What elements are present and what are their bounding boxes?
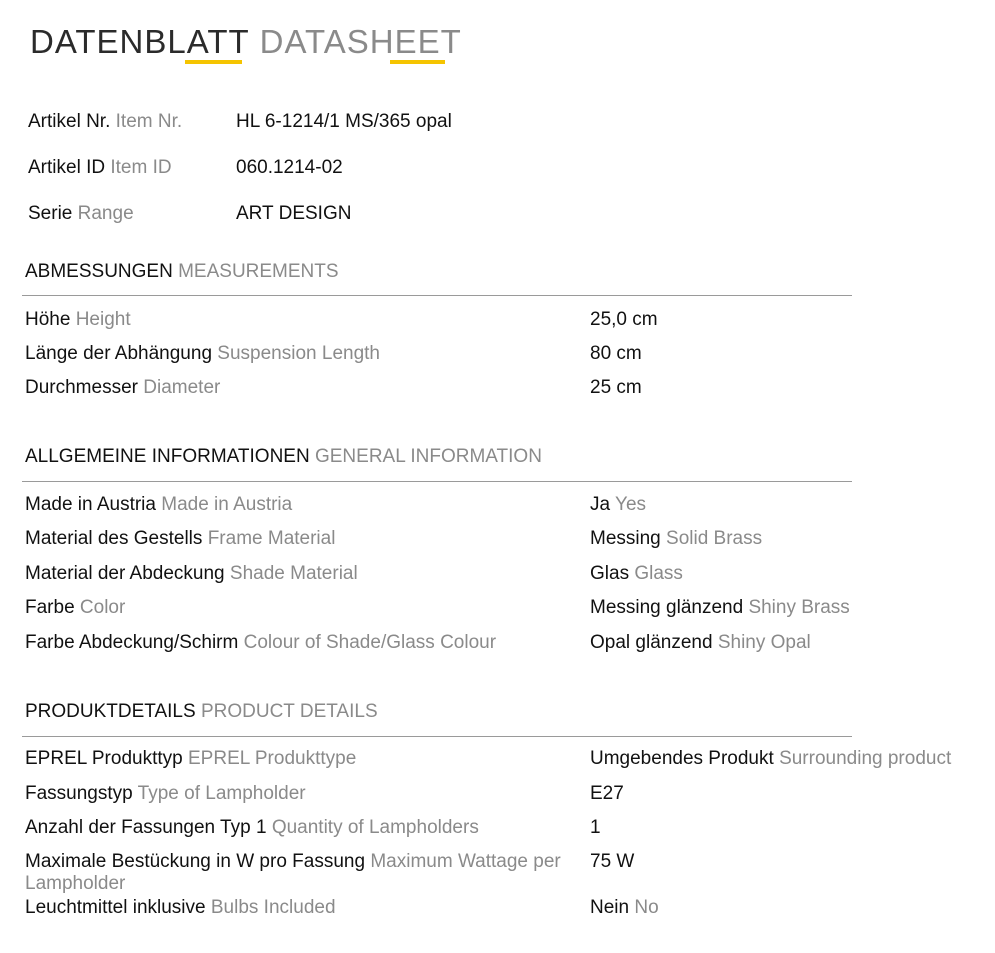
spec-label: EPREL Produkttyp EPREL Produkttype: [25, 748, 357, 769]
spec-label: Farbe Color: [25, 597, 126, 618]
section-title-measurements: ABMESSUNGEN MEASUREMENTS: [25, 261, 339, 282]
spec-label: Höhe Height: [25, 309, 131, 330]
title-english: DATASHEET: [259, 23, 462, 60]
spec-label: Anzahl der Fassungen Typ 1 Quantity of Lampholders: [25, 817, 479, 838]
spec-value: 75 W: [590, 851, 635, 872]
item-id-value: 060.1214-02: [236, 157, 343, 178]
spec-label: Material des Gestells Frame Material: [25, 528, 336, 549]
section-divider: [22, 736, 852, 737]
spec-label: Durchmesser Diameter: [25, 377, 221, 398]
spec-value: Umgebendes Produkt Surrounding product: [590, 748, 952, 769]
title-underline-accent: [390, 60, 445, 64]
spec-value: 25 cm: [590, 377, 642, 398]
document-title: [30, 22, 462, 62]
section-divider: [22, 295, 852, 296]
spec-value: 80 cm: [590, 343, 642, 364]
spec-label: Leuchtmittel inklusive Bulbs Included: [25, 897, 336, 918]
spec-value: Messing Solid Brass: [590, 528, 763, 549]
spec-label: Maximale Bestückung in W pro Fassung Maximum Wattage per Lampholder: [25, 851, 561, 894]
spec-value: Ja Yes: [590, 494, 647, 515]
title-underline-accent: [185, 60, 242, 64]
spec-value: E27: [590, 783, 624, 804]
section-title-general-information: ALLGEMEINE INFORMATIONEN GENERAL INFORMATION: [25, 446, 542, 467]
range-label: Serie Range: [28, 203, 134, 224]
spec-label: Material der Abdeckung Shade Material: [25, 563, 358, 584]
spec-label: Fassungstyp Type of Lampholder: [25, 783, 306, 804]
spec-label: Made in Austria Made in Austria: [25, 494, 293, 515]
spec-value: 25,0 cm: [590, 309, 658, 330]
spec-value: Glas Glass: [590, 563, 683, 584]
spec-value: Opal glänzend Shiny Opal: [590, 632, 811, 653]
item-number-label: Artikel Nr. Item Nr.: [28, 111, 183, 132]
section-divider: [22, 481, 852, 482]
spec-value: 1: [590, 817, 601, 838]
spec-value: Nein No: [590, 897, 659, 918]
spec-label: Farbe Abdeckung/Schirm Colour of Shade/Glass Colour: [25, 632, 497, 653]
title-german: DATENBLATT: [30, 23, 250, 60]
item-id-label: Artikel ID Item ID: [28, 157, 172, 178]
item-number-value: HL 6-1214/1 MS/365 opal: [236, 111, 452, 132]
section-title-product-details: PRODUKTDETAILS PRODUCT DETAILS: [25, 701, 378, 722]
spec-value: Messing glänzend Shiny Brass: [590, 597, 850, 618]
spec-label: Länge der Abhängung Suspension Length: [25, 343, 380, 364]
range-value: ART DESIGN: [236, 203, 352, 224]
